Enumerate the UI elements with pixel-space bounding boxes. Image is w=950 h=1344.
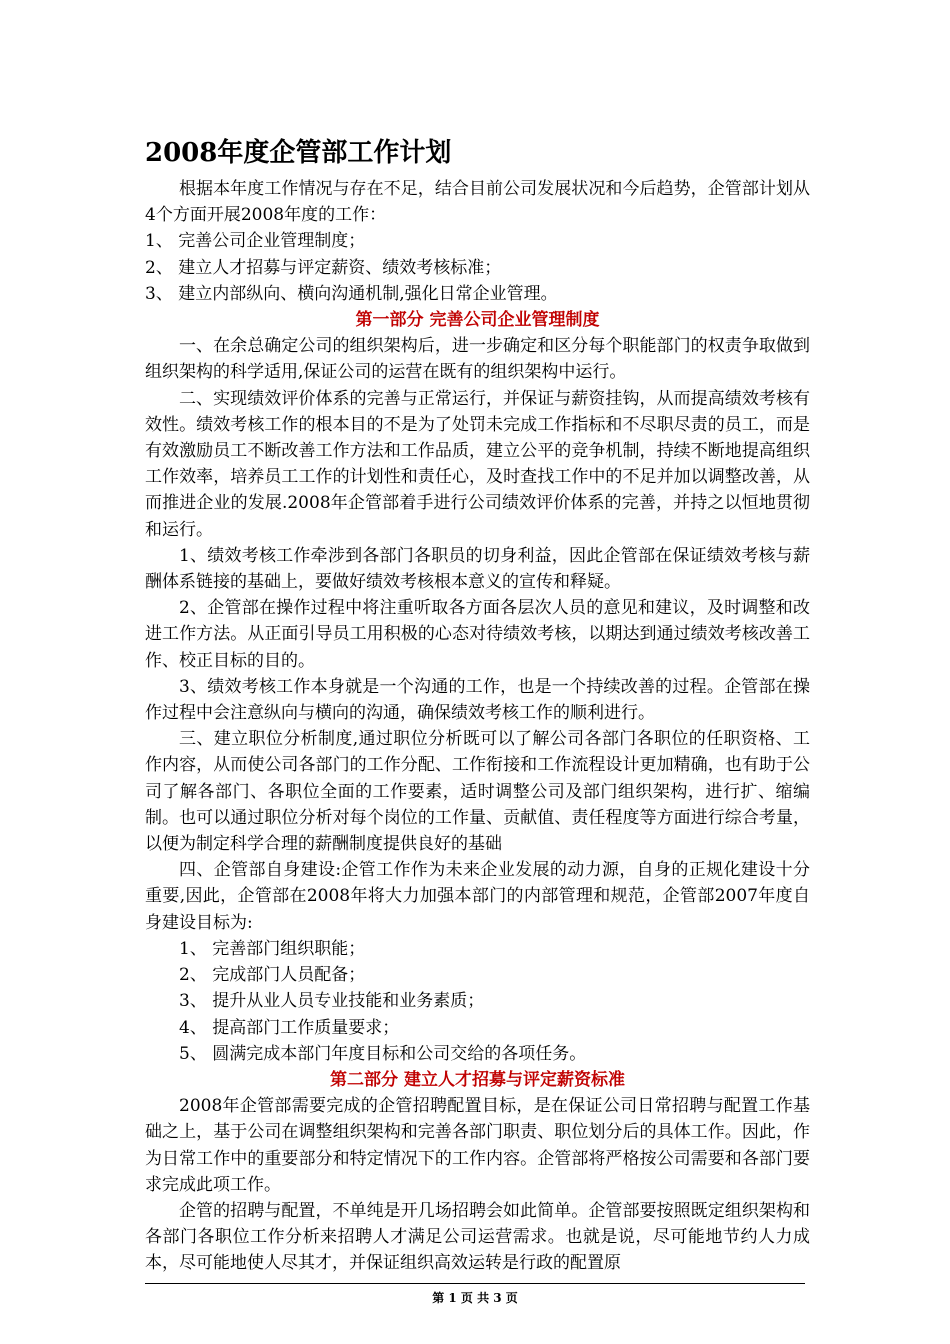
part1-paragraph-6: 三、建立职位分析制度,通过职位分析既可以了解公司各部门各职位的任职资格、工作内容，从而使公司各部门的工作分配、工作衔接和工作流程设计更加精确，也有助于公司了解各部门、各职位全面的工作要素，适时调整公司及部门组织架构，进行扩、缩编制。也可以通过职位分析对每个岗位的工作量、贡献值、责任程度等方面进行综合考量，以便为制定科学合理的薪酬制度提供良好的基础	[145, 729, 810, 855]
part2-paragraph-2: 企管的招聘与配置，不单纯是开几场招聘会如此简单。企管部要按照既定组织架构和各部门各职位工作分析来招聘人才满足公司运营需求。也就是说，尽可能地节约人力成本，尽可能地使人尽其才，并保证组织高效运转是行政的配置原	[145, 1200, 810, 1274]
page-title: 2008年度企管部工作计划	[145, 138, 452, 168]
page-number: 第 1 页 共 3 页	[432, 1291, 518, 1305]
intro-item-1: 1、 完善公司企业管理制度；	[145, 231, 366, 252]
part2-heading: 第二部分 建立人才招募与评定薪资标准	[330, 1069, 625, 1090]
goal-item-4: 4、 提高部门工作质量要求；	[179, 1017, 400, 1038]
part2-paragraph-1: 2008年企管部需要完成的企管招聘配置目标，是在保证公司日常招聘与配置工作基础之上，基于公司在调整组织架构和完善各部门职责、职位划分后的具体工作。因此，作为日常工作中的重要部分和特定情况下的工作内容。企管部将严格按公司需要和各部门要求完成此项工作。	[145, 1096, 810, 1195]
goal-item-3: 3、 提升从业人员专业技能和业务素质；	[179, 991, 485, 1012]
part1-paragraph-3: 1、绩效考核工作牵涉到各部门各职员的切身利益，因此企管部在保证绩效考核与薪酬体系链接的基础上，要做好绩效考核根本意义的宣传和释疑。	[145, 545, 810, 593]
goal-item-2: 2、 完成部门人员配备；	[179, 965, 366, 986]
document-body	[145, 176, 810, 1277]
intro-paragraph: 根据本年度工作情况与存在不足，结合目前公司发展状况和今后趋势，企管部计划从4个方面开展2008年度的工作：	[145, 179, 810, 226]
part1-paragraph-1: 一、在余总确定公司的组织架构后，进一步确定和区分每个职能部门的权责争取做到组织架构的科学适用,保证公司的运营在既有的组织架构中运行。	[145, 336, 810, 383]
part1-paragraph-7: 四、企管部自身建设:企管工作作为未来企业发展的动力源，自身的正规化建设十分重要,因此，企管部在2008年将大力加强本部门的内部管理和规范，企管部2007年度自身建设目标为:	[145, 860, 810, 933]
footer-divider	[145, 1283, 805, 1284]
intro-item-2: 2、 建立人才招募与评定薪资、绩效考核标准；	[145, 257, 502, 278]
goal-item-5: 5、 圆满完成本部门年度目标和公司交给的各项任务。	[179, 1043, 587, 1064]
part1-heading: 第一部分 完善公司企业管理制度	[355, 310, 600, 331]
goal-item-1: 1、 完善部门组织职能；	[179, 938, 366, 959]
part1-paragraph-4: 2、企管部在操作过程中将注重听取各方面各层次人员的意见和建议，及时调整和改进工作方法。从正面引导员工用积极的心态对待绩效考核，以期达到通过绩效考核改善工作、校正目标的目的。	[145, 598, 810, 671]
intro-item-3: 3、 建立内部纵向、横向沟通机制,强化日常企业管理。	[145, 283, 558, 304]
part1-paragraph-2: 二、实现绩效评价体系的完善与正常运行，并保证与薪资挂钩，从而提高绩效考核有效性。绩效考核工作的根本目的不是为了处罚未完成工作指标和不尽职尽责的员工，而是有效激励员工不断改善工作方法和工作品质，建立公平的竞争机制，持续不断地提高组织工作效率，培养员工工作的计划性和责任心，及时查找工作中的不足并加以调整改善，从而推进企业的发展.2008年企管部着手进行公司绩效评价体系的完善，并持之以恒地贯彻和运行。	[145, 388, 810, 540]
part1-paragraph-5: 3、绩效考核工作本身就是一个沟通的工作，也是一个持续改善的过程。企管部在操作过程中会注意纵向与横向的沟通，确保绩效考核工作的顺利进行。	[145, 676, 810, 724]
